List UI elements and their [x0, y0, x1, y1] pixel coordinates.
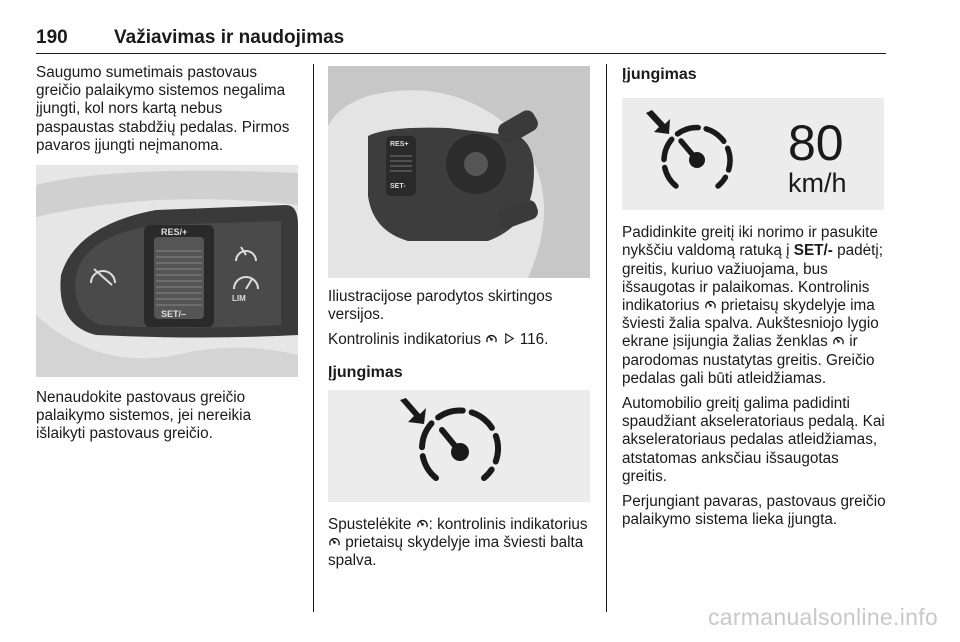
text: Kontrolinis indikatorius — [328, 331, 482, 349]
cruise-indicator-icon — [485, 332, 498, 345]
page-number: 190 — [36, 27, 68, 48]
cruise-control-symbol-figure — [328, 390, 590, 502]
fig-label-lim: LIM — [232, 294, 246, 304]
page-header — [36, 27, 886, 54]
text: : kontrolinis indikatorius — [428, 515, 588, 533]
paragraph — [622, 224, 886, 388]
paragraph: Perjungiant pavaras, pastovaus greičio palaikymo sistema lieka įjungta. — [622, 493, 886, 529]
text: padėtį; greitis, kuriuo važiuojama, bus išsaugotas ir palaikomas. Kontrolinis indikatorius — [622, 242, 884, 315]
fig-label-set: SET- — [390, 183, 406, 190]
steering-wheel-buttons-figure-2 — [328, 66, 590, 278]
text: prietaisų skydelyje ima šviesti balta spalva. — [328, 534, 584, 570]
page-reference: 116. — [519, 331, 549, 349]
paragraph: Iliustracijose parodytos skirtingos versijos. — [328, 288, 553, 324]
fig-label-res: RES+ — [390, 141, 409, 148]
steering-wheel-buttons-figure — [36, 165, 298, 377]
column-3 — [622, 64, 886, 536]
text: Padidinkite greitį iki norimo ir pasukite nykščiu valdomą ratuką į — [622, 224, 878, 260]
cruise-indicator-icon — [832, 334, 845, 347]
paragraph — [328, 516, 593, 571]
section-heading: Įjungimas — [328, 363, 403, 381]
column-1 — [36, 64, 301, 451]
page-reference-icon — [503, 332, 516, 345]
cruise-indicator-icon — [328, 535, 341, 548]
section-heading: Įjungimas — [622, 66, 697, 83]
speed-value: 80 — [788, 115, 844, 172]
text: Spustelėkite — [328, 515, 412, 533]
bold-text: SET/- — [793, 242, 833, 260]
fig-label-res: RES/+ — [161, 227, 188, 238]
text: ir parodomas nustatytas greitis. Greičio pedalas gali būti atleidžiamas. — [622, 333, 875, 387]
cruise-indicator-icon — [704, 298, 717, 311]
column-divider — [313, 64, 314, 612]
cruise-indicator-icon — [416, 517, 429, 530]
paragraph: Saugumo sumetimais pastovaus greičio palaikymo sistemos negalima įjungti, kol nors kartą nebus paspaustas stabdžių pedalas. Pirmos pavaros įjungti neįmanoma. — [36, 64, 290, 154]
paragraph — [328, 331, 593, 349]
speed-unit: km/h — [788, 168, 847, 199]
column-2 — [328, 64, 593, 577]
column-divider — [606, 64, 607, 612]
text: prietaisų skydelyje ima šviesti žalia spalva. Aukštesniojo lygio ekrane įsijungia žalias ženklas — [622, 297, 879, 351]
paragraph: Nenaudokite pastovaus greičio palaikymo sistemos, jei nereikia išlaikyti pastovaus greičio. — [36, 389, 252, 443]
cruise-speed-display-figure — [622, 98, 884, 210]
watermark: carmanualsonline.info — [707, 604, 938, 630]
fig-label-set: SET/– — [161, 309, 187, 320]
paragraph: Automobilio greitį galima padidinti spaudžiant akseleratoriaus pedalą. Kai akseleratoriaus pedalas atleidžiamas, atstatomas anksčiau išsaugotas greitis. — [622, 395, 885, 485]
chapter-title: Važiavimas ir naudojimas — [114, 27, 345, 48]
